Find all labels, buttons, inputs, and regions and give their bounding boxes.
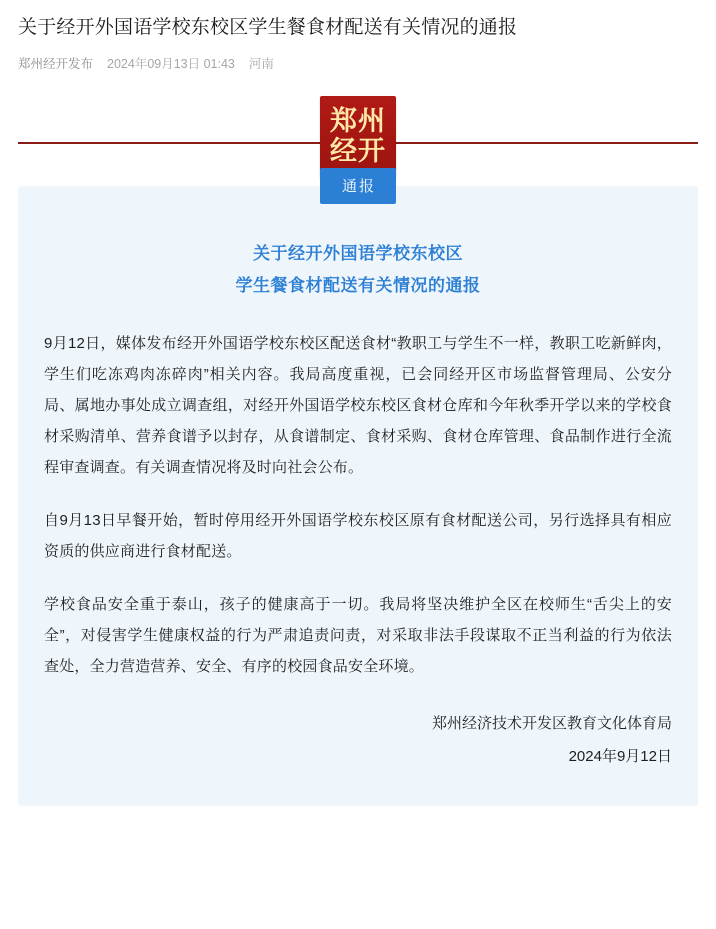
signature-date: 2024年9月12日 xyxy=(568,748,672,765)
notice-card xyxy=(18,178,698,806)
logo-text-line1: 郑州 xyxy=(330,106,386,137)
notice-signature xyxy=(44,708,672,772)
notice-tag-badge: 通报 xyxy=(320,168,396,204)
notice-heading-line2: 学生餐食材配送有关情况的通报 xyxy=(235,276,481,295)
article-meta xyxy=(18,54,698,72)
meta-location: 河南 xyxy=(248,57,274,71)
notice-heading-line1: 关于经开外国语学校东校区 xyxy=(253,244,463,263)
article-body xyxy=(0,90,716,806)
notice-paragraph: 自9月13日早餐开始，暂时停用经开外国语学校东校区原有食材配送公司，另行选择具有相应资质的供应商进行食材配送。 xyxy=(44,512,672,560)
article-header xyxy=(0,0,716,72)
notice-paragraph: 9月12日，媒体发布经开外国语学校东校区配送食材“教职工与学生不一样，教职工吃新鲜肉，学生们吃冻鸡肉冻碎肉”相关内容。我局高度重视，已会同经开区市场监督管理局、公安分局、属地办事处成立调查组，对经开外国语学校东校区食材仓库和今年秋季开学以来的学校食材采购清单、营养食谱予以封存，从食谱制定、食材采购、食材仓库管理、食品制作进行全流程审查调查。有关调查情况将及时向社会公布。 xyxy=(44,335,672,476)
meta-timestamp: 2024年09月13日 01:43 xyxy=(107,57,235,71)
notice-paragraph: 学校食品安全重于泰山，孩子的健康高于一切。我局将坚决维护全区在校师生“舌尖上的安全”，对侵害学生健康权益的行为严肃追责问责，对采取非法手段谋取不正当利益的行为依法查处，全力营造营养、安全、有序的校园食品安全环境。 xyxy=(44,596,672,675)
publisher-logo-icon xyxy=(320,96,396,178)
signature-organization: 郑州经济技术开发区教育文化体育局 xyxy=(431,715,672,732)
notice-heading xyxy=(44,238,672,302)
logo-text-line2: 经开 xyxy=(330,136,386,167)
page-title: 关于经开外国语学校东校区学生餐食材配送有关情况的通报 xyxy=(18,17,518,38)
publisher-logo-band xyxy=(18,90,698,180)
meta-source[interactable]: 郑州经开发布 xyxy=(18,57,94,71)
